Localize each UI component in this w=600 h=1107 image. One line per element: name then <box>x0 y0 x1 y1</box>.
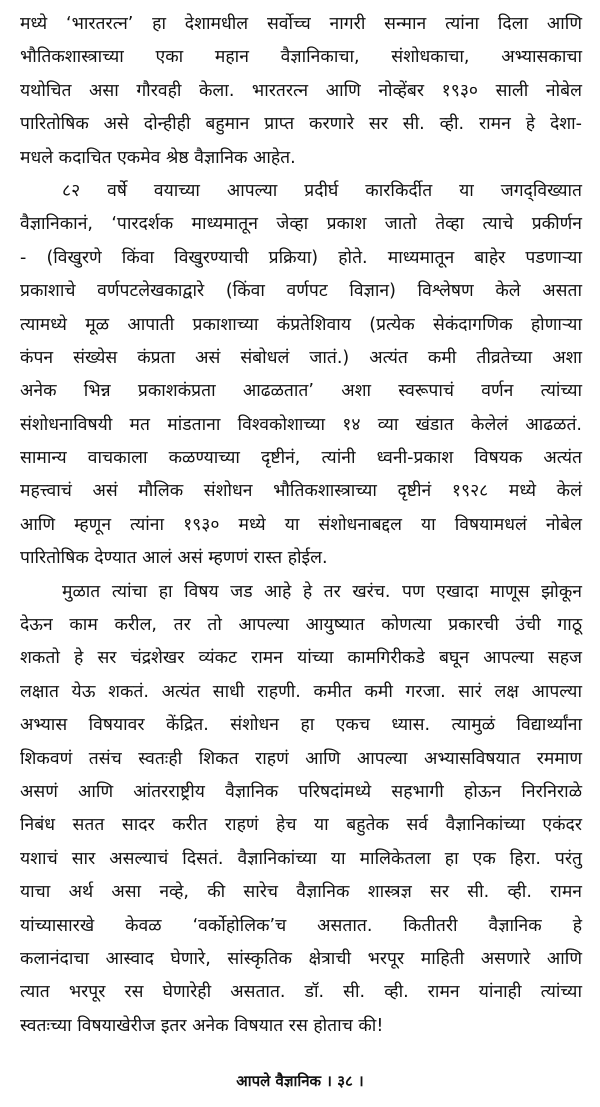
text-line: शकतो हे सर चंद्रशेखर व्यंकट रामन यांच्या कामगिरीकडे बघून आपल्या सहज <box>20 648 582 669</box>
text-line: लक्षात येऊ शकतं. अत्यंत साधी राहणी. कमीत कमी गरजा. सारं लक्ष आपल्या <box>20 681 582 702</box>
text-line: वैज्ञानिकानं, ‘पारदर्शक माध्यमातून जेव्हा प्रकाश जातो तेव्हा त्याचे प्रकीर्णन <box>20 214 582 235</box>
text-line: पारितोषिक असे दोन्हीही बहुमान प्राप्त करणारे सर सी. व्ही. रामन हे देशा- <box>20 114 582 135</box>
text-line: आणि म्हणून त्यांना १९३० मध्ये या संशोधनाबद्दल या विषयामधलं नोबेल <box>20 514 583 535</box>
paragraph <box>20 8 582 175</box>
text-line: महत्त्वाचं असं मौलिक संशोधन भौतिकशास्त्राच्या दृष्टीनं १९२८ मध्ये केलं <box>20 481 582 502</box>
paragraph <box>20 175 582 576</box>
text-line: - (विखुरणे किंवा विखुरण्याची प्रक्रिया) होते. माध्यमातून बाहेर पडणाऱ्या <box>20 247 582 268</box>
text-line: त्यात भरपूर रस घेणारेही असतात. डॉ. सी. व्ही. रामन यांनाही त्यांच्या <box>20 982 582 1003</box>
text-line: पारितोषिक देण्यात आलं असं म्हणणं रास्त होईल. <box>20 548 328 569</box>
text-line: मध्ये ‘भारतरत्न’ हा देशामधील सर्वोच्च नागरी सन्मान त्यांना दिला आणि <box>20 14 582 34</box>
text-line: अभ्यास विषयावर केंद्रित. संशोधन हा एकच ध्यास. त्यामुळं विद्यार्थ्यांना <box>20 715 582 736</box>
text-line: निबंध सतत सादर करीत राहणं हेच या बहुतेक सर्व वैज्ञानिकांच्या एकंदर <box>20 815 582 836</box>
text-line: अनेक भिन्न प्रकाशकंप्रता आढळतात’ अशा स्वरूपाचं वर्णन त्यांच्या <box>20 381 582 402</box>
text-line: मुळात त्यांचा हा विषय जड आहे हे तर खरंच. पण एखादा माणूस झोकून <box>62 581 582 602</box>
text-line: स्वतःच्या विषयाखेरीज इतर अनेक विषयात रस होताच की! <box>20 1015 384 1036</box>
text-line: यशाचं सार असल्याचं दिसतं. वैज्ञानिकांच्या या मालिकेतला हा एक हिरा. परंतु <box>20 848 582 869</box>
text-line: संशोधनाविषयी मत मांडताना विश्वकोशाच्या १४ व्या खंडात केलेलं आढळतं. <box>20 414 582 435</box>
text-line: त्यामध्ये मूळ आपाती प्रकाशाच्या कंप्रतेशिवाय (प्रत्येक सेकंदागणिक होणाऱ्या <box>20 314 582 335</box>
text-line: ८२ वर्षे वयाच्या आपल्या प्रदीर्घ कारकिर्दीत या जगद्‌विख्यात <box>62 180 582 201</box>
paragraph <box>20 576 582 1043</box>
text-line: असणं आणि आंतरराष्ट्रीय वैज्ञानिक परिषदांमध्ये सहभागी होऊन निरनिराळे <box>20 781 582 802</box>
text-line: प्रकाशाचे वर्णपटलेखकाद्वारे (किंवा वर्णपट विज्ञान) विश्लेषण केले असता <box>20 281 582 302</box>
text-line: याचा अर्थ असा नव्हे, की सारेच वैज्ञानिक शास्त्रज्ञ सर सी. व्ही. रामन <box>20 882 582 903</box>
text-line: सामान्य वाचकाला कळण्याच्या दृष्टीनं, त्यांनी ध्वनी-प्रकाश विषयक अत्यंत <box>20 448 582 469</box>
text-line: यांच्यासारखे केवळ ‘वर्कोहोलिक’च असतात. कितीतरी वैज्ञानिक हे <box>20 915 582 936</box>
text-line: कंपन संख्येस कंप्रता असं संबोधलं जातं.) अत्यंत कमी तीव्रतेच्या अशा <box>20 347 582 368</box>
text-line: यथोचित असा गौरवही केला. भारतरत्न आणि नोव्हेंबर १९३० साली नोबेल <box>20 80 582 101</box>
body-text <box>20 8 582 1043</box>
page-footer: आपले वैज्ञानिक । ३८ । <box>236 1072 364 1090</box>
text-line: कलानंदाचा आस्वाद घेणारे, सांस्कृतिक क्षेत्राची भरपूर माहिती असणारे आणि <box>20 948 582 969</box>
text-line: शिकवणं तसंच स्वतःही शिकत राहणं आणि आपल्या अभ्यासविषयात रममाण <box>20 748 582 769</box>
text-line: मधले कदाचित एकमेव श्रेष्ठ वैज्ञानिक आहेत. <box>20 147 296 168</box>
text-line: देऊन काम करील, तर तो आपल्या आयुष्यात कोणत्या प्रकारची उंची गाठू <box>20 615 582 636</box>
text-line: भौतिकशास्त्राच्या एका महान वैज्ञानिकाचा, संशोधकाचा, अभ्यासकाचा <box>20 47 582 68</box>
